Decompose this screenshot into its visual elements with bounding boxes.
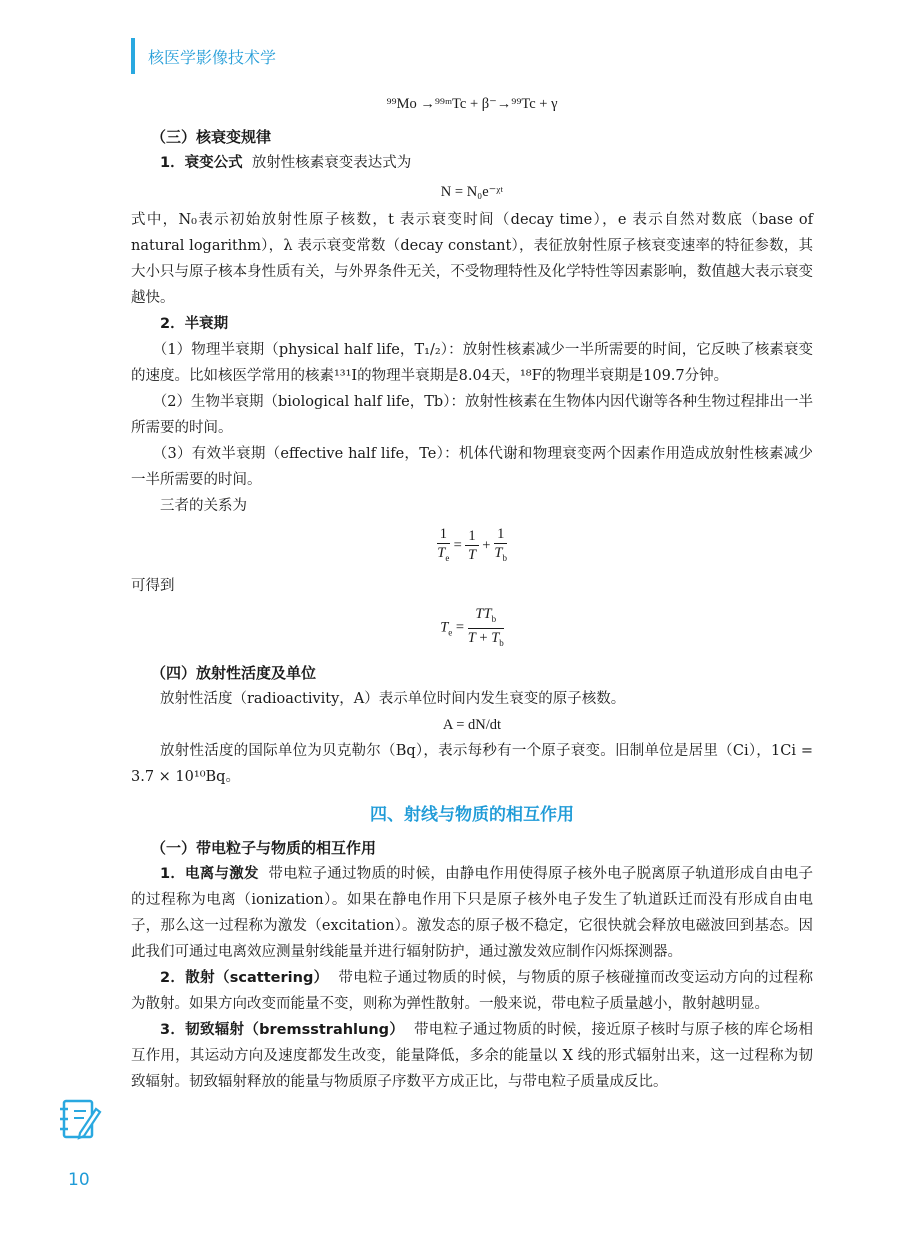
page-content (131, 86, 813, 1095)
decay-formula: N = N₀e⁻ᵡᵗ (440, 184, 504, 200)
header-accent-bar (131, 38, 135, 74)
part-title-radiation-interaction: 四、射线与物质的相互作用 (370, 804, 574, 825)
relation-intro: 三者的关系为 (160, 498, 247, 514)
item-label-ionization: 1．电离与激发 (160, 865, 259, 882)
item-text: 带电粒子通过物质的时候，由静电作用使得原子核外电子脱离原子轨道形成自由电子的过程称为电离（ionization）。如果在静电作用下只是原子核外电子发生了轨道跃迁而没有形成自由电子，那么这一过程称为激发（excitation）。激发态的原子极不稳定，它很快就会释放电磁波回到基态。因此我们可通过电离效应测量射线能量并进行辐射防护，通过激发效应制作闪烁探测器。 (131, 865, 814, 960)
effective-halflife-formula: $T_e$ = $\frac{TT_b}{T + T_b}$ (440, 605, 504, 648)
decay-equation: ⁹⁹Mo →⁹⁹ᵐTc + β⁻→⁹⁹Tc + γ (386, 96, 558, 112)
running-header-title: 核医学影像技术学 (148, 48, 277, 67)
section-heading-activity: （四）放射性活度及单位 (151, 663, 317, 682)
bremsstrahlung-paragraph (131, 1017, 813, 1095)
notebook-pencil-icon (58, 1095, 102, 1143)
page-number: 10 (68, 1170, 90, 1190)
biological-halflife-paragraph: （2）生物半衰期（biological half life，Tb）：放射性核素在生物体内因代谢等各种生物过程排出一半所需要的时间。 (131, 394, 813, 436)
effective-halflife-paragraph: （3）有效半衰期（effective half life，Te）：机体代谢和物理衰变两个因素作用造成放射性核素减少一半所需要的时间。 (131, 446, 813, 488)
item-label-decay-formula: 1．衰变公式 (160, 155, 243, 171)
halflife-heading-line (131, 311, 813, 337)
section-heading-decay-law: （三）核衰变规律 (151, 128, 272, 146)
scattering-paragraph (131, 965, 813, 1017)
obtain-text: 可得到 (131, 577, 175, 594)
activity-formula: A = dN/dt (442, 716, 502, 733)
decay-formula-intro (131, 150, 813, 176)
item-label-halflife: 2．半衰期 (160, 316, 229, 332)
item-text: 放射性核素衰变表达式为 (251, 155, 412, 171)
decay-formula-explanation: 式中，N₀表示初始放射性原子核数，t 表示衰变时间（decay time），e 表示自然对数底（base of natural logarithm），λ 表示衰变常数（decay constant），表征放射性原子核衰变速率的特征参数，其大小只与原子核本身性质有关，与外界条件无关，不受物理特性及化学特性等因素影响，数值越大表示衰变越快。 (131, 212, 813, 306)
halflife-relation-formula: $\frac{1}{T_e}$ = $\frac{1}{T}$ + $\frac{1}{T_b}$ (437, 526, 507, 564)
activity-unit-paragraph: 放射性活度的国际单位为贝克勒尔（Bq），表示每秒有一个原子衰变。旧制单位是居里（Ci），1Ci = 3.7 × 10¹⁰Bq。 (131, 742, 813, 785)
item-text: 带电粒子通过物质的时候，与物质的原子核碰撞而改变运动方向的过程称为散射。如果方向改变而能量不变，则称为弹性散射。一般来说，带电粒子质量越小，散射越明显。 (131, 969, 814, 1012)
item-label-bremsstrahlung: 3．韧致辐射（bremsstrahlung） (160, 1021, 405, 1038)
physical-halflife-paragraph: （1）物理半衰期（physical half life，T₁/₂）：放射性核素减少一半所需要的时间，它反映了核素衰变的速度。比如核医学常用的核素¹³¹I的物理半衰期是8.04天，¹⁸F的物理半衰期是109.7分钟。 (131, 342, 813, 384)
subsection-charged-particles: （一）带电粒子与物质的相互作用 (151, 838, 377, 857)
activity-definition: 放射性活度（radioactivity，A）表示单位时间内发生衰变的原子核数。 (160, 690, 626, 707)
item-label-scattering: 2．散射（scattering） (160, 969, 329, 986)
item-text: 带电粒子通过物质的时候，接近原子核时与原子核的库仑场相互作用，其运动方向及速度都发生改变，能量降低，多余的能量以 X 线的形式辐射出来，这一过程称为韧致辐射。韧致辐射释放的能量与物质原子序数平方成正比，与带电粒子质量成反比。 (131, 1021, 814, 1090)
ionization-paragraph (131, 861, 813, 965)
